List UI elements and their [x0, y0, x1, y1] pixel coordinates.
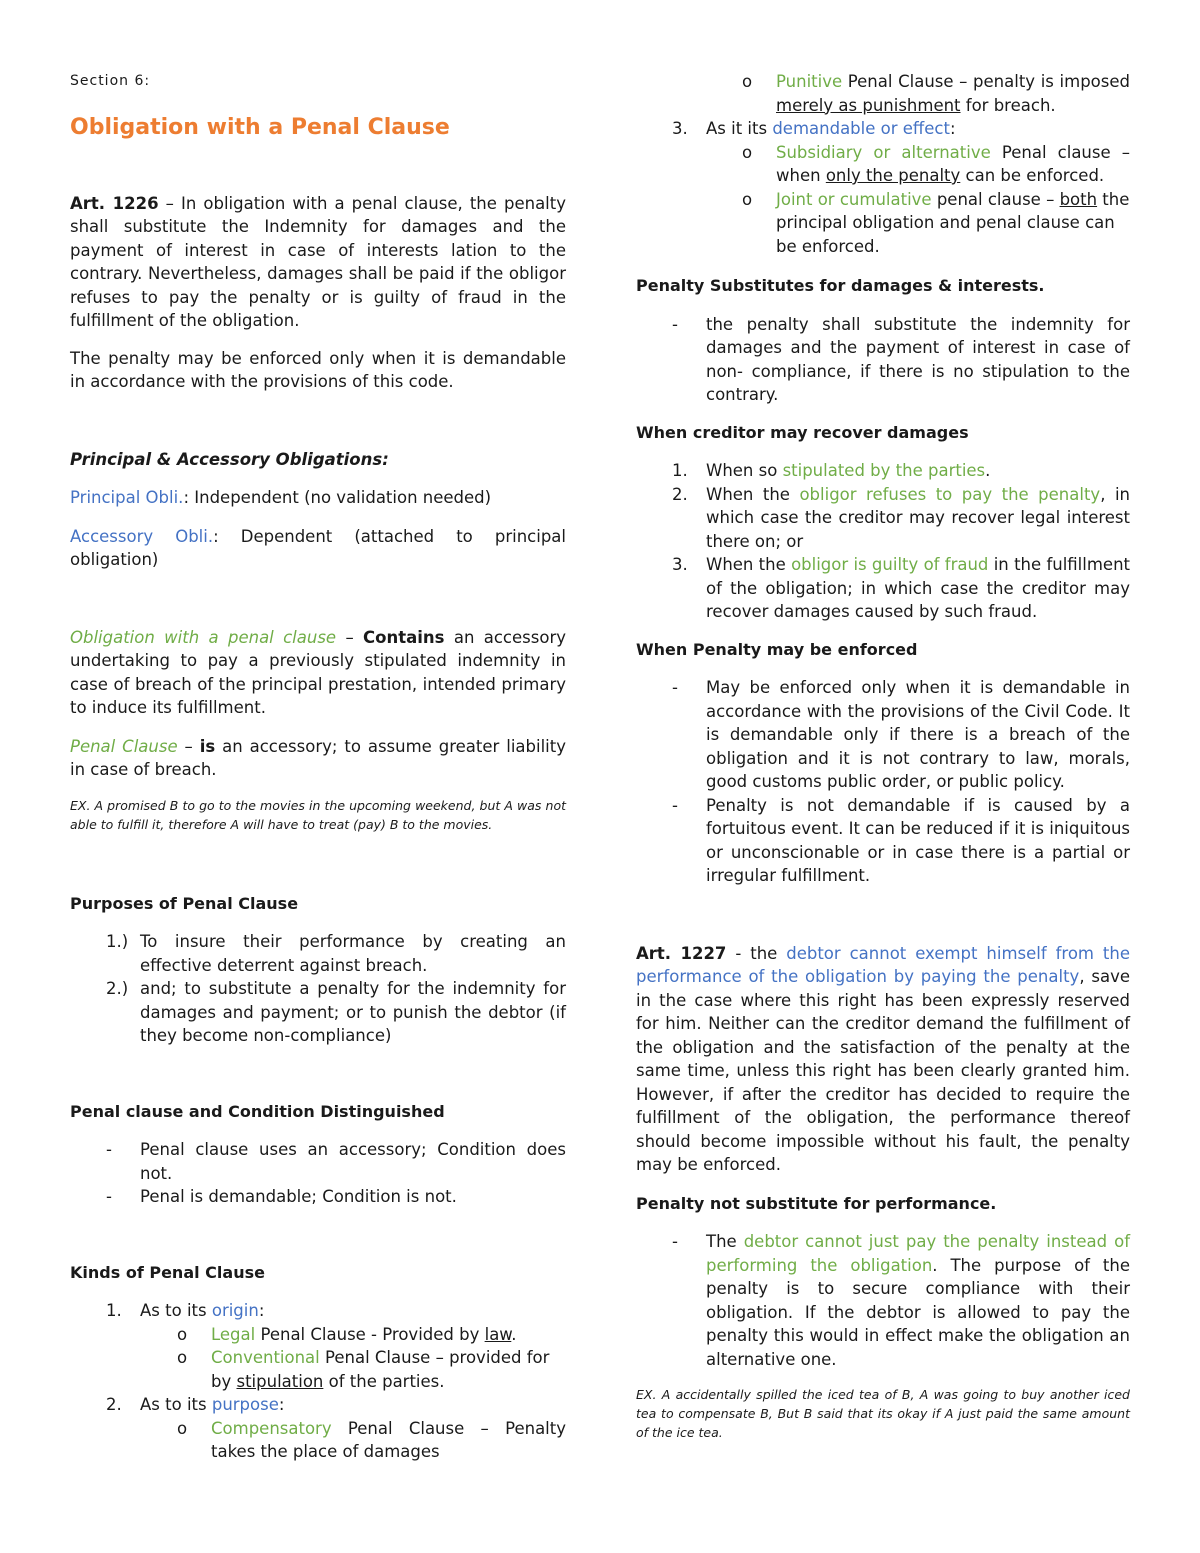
- kinds-heading: Kinds of Penal Clause: [70, 1262, 265, 1282]
- bullet-marker: o: [177, 1418, 188, 1438]
- kinds-joint-text: [776, 188, 1130, 259]
- recover-post: in the fulfillment of the obligation; in which case the creditor may recover damages caused by such fraud.: [706, 555, 1131, 621]
- enforced-item-1: [636, 676, 1130, 794]
- recover-pre: When so: [706, 461, 783, 480]
- penal-clause-bold: is: [199, 736, 216, 756]
- kinds-legal-text: [211, 1323, 566, 1347]
- legal-text: Penal Clause - Provided by: [255, 1324, 485, 1344]
- recover-term: obligor is guilty of fraud: [791, 555, 989, 574]
- enforced-list: [636, 676, 1130, 888]
- page-title: Obligation with a Penal Clause: [70, 114, 450, 140]
- punitive-text: Penal Clause – penalty is imposed: [842, 72, 1130, 91]
- kinds-purpose-term: purpose: [211, 1395, 279, 1414]
- obligation-penal-definition: [70, 626, 566, 720]
- not-substitute-text: [706, 1230, 1130, 1371]
- list-marker: 2.: [672, 484, 688, 504]
- purposes-list: [70, 930, 566, 1048]
- art-1227-label: Art. 1227: [636, 943, 727, 963]
- punitive-end: for breach.: [960, 95, 1056, 115]
- penal-clause-text: an accessory; to assume greater liability in case of breach.: [70, 736, 566, 779]
- joint-term: Joint or cumulative: [776, 189, 932, 209]
- conventional-text: Penal Clause – provided for by: [211, 1348, 550, 1391]
- list-marker: 3.: [672, 119, 688, 138]
- principal-term: Principal Obli.: [70, 488, 184, 507]
- kinds-purpose-item: [70, 1393, 566, 1417]
- kinds-origin-text: [140, 1299, 566, 1323]
- distinguished-item-1: [70, 1138, 566, 1185]
- kinds-purpose-prefix: As to its: [140, 1395, 212, 1414]
- dash-marker: -: [672, 1232, 678, 1251]
- accessory-term: Accessory Obli.: [70, 526, 214, 546]
- kinds-legal-item: [70, 1323, 566, 1347]
- recover-item-3: [636, 553, 1130, 624]
- recover-term: stipulated by the parties: [782, 461, 986, 480]
- art-1227-dash: - the: [726, 943, 787, 963]
- kinds-punitive-text: [776, 70, 1130, 117]
- art-1226-paragraph-2: The penalty may be enforced only when it is demandable in accordance with the provisions of this code.: [70, 348, 566, 391]
- bullet-marker: o: [177, 1324, 188, 1344]
- accessory-def: : Dependent (attached to principal obligation): [70, 526, 566, 569]
- purpose-text: To insure their performance by creating an effective deterrent against breach.: [140, 932, 566, 975]
- purpose-item-2: [70, 977, 566, 1048]
- kinds-effect-item: [636, 117, 1130, 141]
- obligation-penal-bold: Contains: [363, 627, 445, 647]
- enforced-item-2: [636, 794, 1130, 888]
- penal-clause-term: Penal Clause: [70, 736, 178, 756]
- kinds-origin-suffix: :: [258, 1301, 265, 1320]
- list-marker: 1.: [106, 1301, 122, 1320]
- conventional-term: Conventional: [211, 1348, 320, 1367]
- art-1226-label: Art. 1226: [70, 193, 159, 213]
- kinds-purpose-text: [140, 1393, 566, 1417]
- obligation-penal-dash: –: [336, 627, 364, 647]
- kinds-list: [70, 1299, 566, 1464]
- kinds-compensatory-text: [211, 1417, 566, 1464]
- list-marker: 1.: [672, 461, 688, 480]
- obligation-penal-term: Obligation with a penal clause: [70, 627, 337, 647]
- distinguished-item-2: [70, 1185, 566, 1209]
- subsidiary-term: Subsidiary or alternative: [776, 142, 991, 162]
- dash-marker: -: [672, 795, 678, 815]
- kinds-subsidiary-item: [636, 141, 1130, 188]
- compensatory-text: Penal Clause – Penalty takes the place of damages: [211, 1418, 566, 1461]
- enforced-text: Penalty is not demandable if is caused by a fortuitous event. It can be reduced if it is iniquitous or unconscionable or in case there is a partial or irregular fulfillment.: [706, 795, 1130, 885]
- substitutes-list: [636, 313, 1130, 407]
- kinds-effect-text: [706, 117, 1130, 141]
- right-column: [636, 66, 1130, 1442]
- punitive-term: Punitive: [776, 72, 843, 91]
- bullet-marker: o: [742, 72, 753, 91]
- dash-marker: -: [106, 1140, 112, 1159]
- recover-item-1: [636, 459, 1130, 483]
- penal-clause-definition: [70, 735, 566, 782]
- conventional-end: of the parties.: [323, 1371, 445, 1391]
- bullet-marker: o: [742, 142, 753, 162]
- subsidiary-end: can be enforced.: [960, 166, 1105, 185]
- recover-pre: When the: [706, 555, 792, 574]
- kinds-conventional-text: [211, 1346, 566, 1393]
- not-substitute-pre: The: [706, 1232, 744, 1251]
- legal-term: Legal: [211, 1324, 256, 1344]
- kinds-joint-item: [636, 188, 1130, 259]
- enforced-text: May be enforced only when it is demandable in accordance with the provisions of the Civil Code. It is demandable only if there is a breach of the obligation and it is not contrary to law, morals, good customs public order, or public policy.: [706, 678, 1130, 791]
- punitive-underline: merely as punishment: [776, 95, 961, 115]
- kinds-effect-term: demandable or effect: [772, 119, 950, 138]
- recover-term: obligor refuses to pay the penalty: [799, 484, 1101, 504]
- recover-text-2: [706, 483, 1130, 554]
- principal-obligation-definition: [70, 486, 566, 510]
- example-movies: EX. A promised B to go to the movies in the upcoming weekend, but A was not able to fulfill it, therefore A will have to treat (pay) B to the movies.: [70, 797, 566, 832]
- list-marker: 1.): [106, 932, 129, 951]
- legal-underline: law: [484, 1324, 512, 1344]
- penal-clause-dash: –: [177, 736, 200, 756]
- kinds-effect-prefix: As it its: [706, 119, 773, 138]
- enforced-heading: When Penalty may be enforced: [636, 639, 918, 659]
- recover-item-2: [636, 483, 1130, 554]
- bullet-marker: o: [177, 1348, 188, 1367]
- kinds-purpose-suffix: :: [278, 1395, 285, 1414]
- kinds-effect-suffix: :: [949, 119, 956, 138]
- dash-marker: -: [672, 678, 678, 697]
- accessory-obligation-definition: [70, 525, 566, 572]
- conventional-underline: stipulation: [236, 1371, 324, 1391]
- recover-pre: When the: [706, 484, 800, 504]
- recover-text-1: [706, 459, 1130, 483]
- art-1226-text: – In obligation with a penal clause, the penalty shall substitute the Indemnity for damages and the payment of interest in case of interests lation to the contrary. Nevertheless, damages shall be paid if the obligor refuses to pay the penalty or is guilty of fraud in the fulfillment of the obligation.: [70, 193, 566, 330]
- recover-post: .: [985, 461, 991, 480]
- not-substitute-term: debtor cannot just pay the penalty instead of performing the obligation: [706, 1232, 1131, 1275]
- substitutes-heading: Penalty Substitutes for damages & interests.: [636, 276, 1045, 295]
- example-iced-tea: EX. A accidentally spilled the iced tea of B, A was going to buy another iced tea to compensate B, But B said that its okay if A just paid the same amount of the ice tea.: [636, 1387, 1130, 1440]
- principal-accessory-heading: Principal & Accessory Obligations:: [70, 449, 389, 469]
- joint-underline: both: [1059, 189, 1098, 209]
- kinds-compensatory-item: [70, 1417, 566, 1464]
- distinguished-list: [70, 1138, 566, 1209]
- art-1226-paragraph: [70, 192, 566, 333]
- list-marker: 3.: [672, 555, 688, 574]
- kinds-punitive-item: [636, 70, 1130, 117]
- compensatory-term: Compensatory: [211, 1418, 332, 1438]
- dash-marker: -: [672, 314, 678, 334]
- substitutes-item: [636, 313, 1130, 407]
- recover-list: [636, 459, 1130, 624]
- art-1227-text: , save in the case where this right has been expressly reserved for him. Neither can the creditor demand the fulfillment of the obligation and the satisfaction of the penalty at the same time, unless this right has been clearly granted him. However, if after the creditor has decided to require the fulfillment of the obligation, the performance thereof should become impossible without his fault, the penalty may be enforced.: [636, 967, 1130, 1174]
- art-1227-paragraph: [636, 942, 1130, 1177]
- kinds-origin-prefix: As to its: [140, 1301, 212, 1320]
- recover-text-3: [706, 553, 1130, 624]
- recover-post: , in which case the creditor may recover legal interest there on; or: [706, 484, 1130, 551]
- substitutes-text: the penalty shall substitute the indemnity for damages and the payment of interest in case of non- compliance, if there is no stipulation to the contrary.: [706, 314, 1130, 404]
- joint-end: the principal obligation and penal clause can be enforced.: [776, 189, 1130, 256]
- list-marker: 2.: [106, 1395, 122, 1414]
- distinguished-text: Penal clause uses an accessory; Condition does not.: [140, 1140, 566, 1183]
- kinds-subsidiary-text: [776, 141, 1130, 188]
- art-1227-term: debtor cannot exempt himself from the performance of the obligation by paying the penalty: [636, 943, 1130, 986]
- left-column: [70, 66, 566, 1464]
- purpose-item-1: [70, 930, 566, 977]
- not-substitute-list: [636, 1230, 1130, 1371]
- section-label: Section 6:: [70, 73, 151, 89]
- kinds-origin-item: [70, 1299, 566, 1323]
- bullet-marker: o: [742, 189, 753, 209]
- distinguished-text: Penal is demandable; Condition is not.: [140, 1187, 457, 1206]
- purpose-text: and; to substitute a penalty for the indemnity for damages and payment; or to punish the debtor (if they become non-compliance): [140, 979, 566, 1045]
- purposes-heading: Purposes of Penal Clause: [70, 893, 299, 913]
- subsidiary-underline: only the penalty: [825, 166, 961, 185]
- kinds-origin-term: origin: [211, 1301, 259, 1320]
- legal-end: .: [511, 1324, 517, 1344]
- subsidiary-text: Penal clause – when: [776, 142, 1130, 185]
- recover-heading: When creditor may recover damages: [636, 422, 969, 442]
- dash-marker: -: [106, 1187, 112, 1206]
- kinds-conventional-item: [70, 1346, 566, 1393]
- obligation-penal-text: an accessory undertaking to pay a previously stipulated indemnity in case of breach of the principal prestation, intended primary to induce its fulfillment.: [70, 627, 566, 717]
- not-substitute-body: . The purpose of the penalty is to secure compliance with their obligation. If the debtor is allowed to pay the penalty this would in effect make the obligation an alternative one.: [706, 1255, 1130, 1369]
- distinguished-heading: Penal clause and Condition Distinguished: [70, 1101, 445, 1121]
- list-marker: 2.): [106, 979, 129, 998]
- principal-def: : Independent (no validation needed): [183, 488, 492, 507]
- not-substitute-item: [636, 1230, 1130, 1371]
- not-substitute-heading: Penalty not substitute for performance.: [636, 1193, 997, 1213]
- joint-text: penal clause –: [931, 189, 1060, 209]
